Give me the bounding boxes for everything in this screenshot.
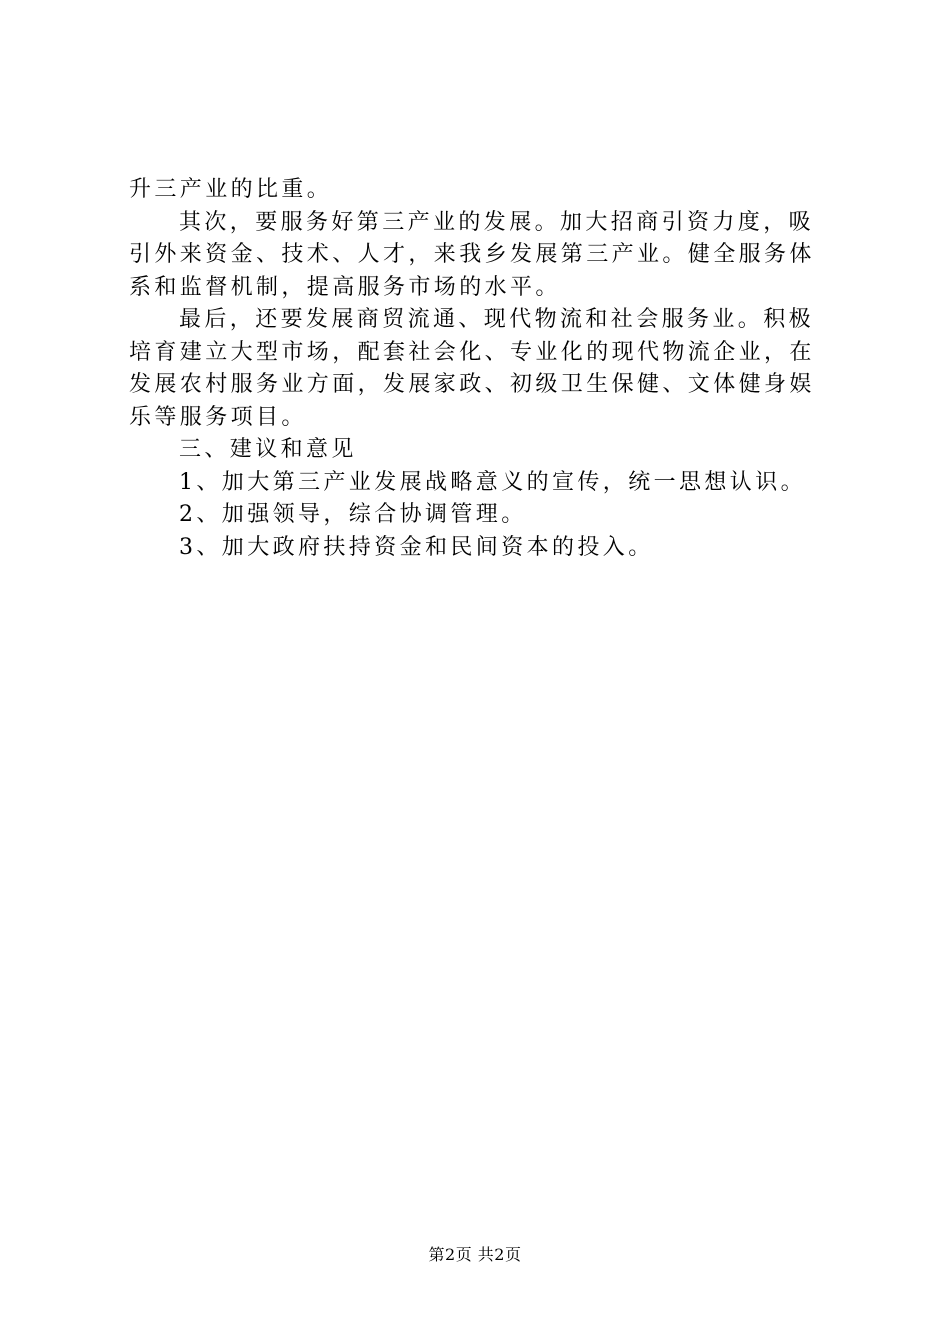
document-body xyxy=(129,174,833,564)
list-item: 1、加大第三产业发展战略意义的宣传，统一思想认识。 xyxy=(179,469,806,495)
text-line: 培育建立大型市场，配套社会化、专业化的现代物流企业，在 xyxy=(129,339,815,365)
text-line: 发展农村服务业方面，发展家政、初级卫生保健、文体健身娱 xyxy=(129,372,815,397)
section-heading: 三、建议和意见 xyxy=(179,437,357,462)
list-item: 2、加强领导，综合协调管理。 xyxy=(179,502,527,527)
list-item: 3、加大政府扶持资金和民间资本的投入。 xyxy=(179,534,654,560)
text-line: 升三产业的比重。 xyxy=(129,177,333,202)
text-line: 系和监督机制，提高服务市场的水平。 xyxy=(129,274,561,300)
text-line: 引外来资金、技术、人才，来我乡发展第三产业。健全服务体 xyxy=(129,242,815,267)
paragraph-first-line: 其次，要服务好第三产业的发展。加大招商引资力度，吸 xyxy=(179,209,815,235)
page-number-footer: 第2页 共2页 xyxy=(428,1245,522,1264)
paragraph-first-line: 最后，还要发展商贸流通、现代物流和社会服务业。积极 xyxy=(179,307,815,332)
text-line: 乐等服务项目。 xyxy=(129,404,307,430)
